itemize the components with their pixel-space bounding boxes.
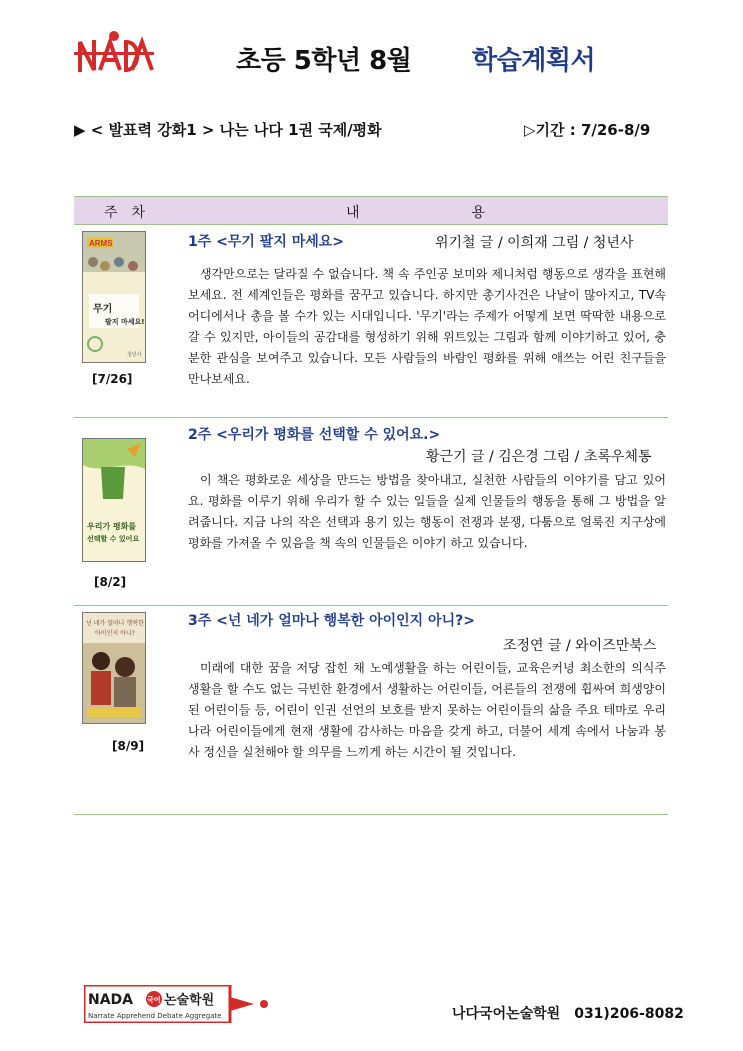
book-cover-2 [82,438,146,562]
svg-text:우리가 평화를: 우리가 평화를 [87,522,137,531]
table-row [74,418,668,604]
svg-text:선택할 수 있어요: 선택할 수 있어요 [87,535,140,543]
svg-text:아이인지 아니?: 아이인지 아니? [95,630,135,637]
book-title: 3주 <넌 네가 얼마나 행복한 아이인지 아니?> [188,613,475,629]
book-cover-1 [82,231,146,363]
footer-logo-tagline: Narrate Apprehend Debate Aggregate [88,1012,222,1020]
book-credit: 위기철 글 / 이희재 그림 / 청년사 [435,235,634,251]
week-date: [7/26] [92,372,133,386]
book-cover-art-1 [83,232,145,362]
book-description: 생각만으로는 달라질 수 없습니다. 책 속 주인공 보미와 제니처럼 행동으로 생각을 표현해 보세요. 전 세계인들은 평화를 꿈꾸고 있습니다. 하지만 총기사건은 나날이 많아지고, TV속 어디에서나 총을 볼 수가 있는 시대입니다. '무기'라는 주제가 어떻게 보면 딱딱한 내용으로 갈 수 있지만, 아이들의 공감대를 형성하기 위해 위트있는 그림과 함께 이야기하고 있어, 충분한 관심을 보여주고 있습니다. 모든 사람들의 바람인 평화를 위해 애쓰는 어린 친구들을 만나보세요. [188,267,666,386]
svg-text:팔지 마세요!: 팔지 마세요! [105,318,145,326]
svg-text:무기: 무기 [93,304,113,315]
table-row [74,225,668,417]
title-prefix: 초등 5학년 8월 [236,46,412,76]
academy-name: 나다국어논술학원 [452,1006,561,1022]
header-content: 내용 [346,205,598,221]
course-line: ▶ < 발표력 강화1 > 나는 나다 1권 국제/평화 [74,121,382,139]
book-title: 2주 <우리가 평화를 선택할 수 있어요.> [188,427,441,443]
header-week: 주차 [104,205,160,221]
table-header [74,197,668,225]
svg-text:넌 네가 얼마나 행복한: 넌 네가 얼마나 행복한 [86,620,144,627]
period-line: ▷기간 : 7/26-8/9 [524,121,651,139]
book-description: 이 책은 평화로운 세상을 만드는 방법을 찾아내고, 실천한 사람들의 이야기를 담고 있어요. 평화를 이루기 위해 우리가 할 수 있는 일들을 실제 인물들의 행동을 통해 그 방법을 알려줍니다. 지금 나의 작은 선택과 용기 있는 행동이 전쟁과 분쟁, 다툼으로 얼룩진 지구상에 평화를 가져올 수 있음을 책 속의 인물들은 이야기 하고 있습니다. [188,473,666,550]
nada-logo [74,30,154,80]
table-bottom-rule [74,814,668,815]
table-row [74,606,668,814]
book-credit: 조정연 글 / 와이즈만북스 [503,638,657,654]
svg-text:청년사: 청년사 [127,352,142,358]
footer-logo [84,985,270,1023]
book-cover-art-2 [83,439,145,561]
title-main: 학습계획서 [472,46,596,76]
footer-logo-badge: 국어 [147,996,161,1004]
footer-contact [452,1003,684,1023]
book-cover-3 [82,612,146,724]
footer-logo-name: 논술학원 [164,993,215,1008]
week-date: [8/2] [94,575,127,589]
phone-number: 031)206-8082 [574,1006,684,1022]
cover-1-top-text: ARMS [89,239,113,248]
book-title: 1주 <무기 팔지 마세요> [188,234,345,250]
book-cover-art-3 [83,613,145,723]
book-credit: 황근기 글 / 김은경 그림 / 초록우체통 [426,449,652,465]
book-description: 미래에 대한 꿈을 저당 잡힌 채 노예생활을 하는 어린이들, 교육은커녕 최소한의 의식주 생활을 할 수도 없는 극빈한 환경에서 생활하는 어린이들, 어른들의 전쟁에 휩싸여 희생양이 된 어린이들 등, 어린이 인권 선언의 보호를 받지 못하는 어린이들의 삶을 주요 테마로 우리나라 어린이들에게 현재 생활에 감사하는 마음을 갖게 하고, 더불어 세계 속에서 나눔과 봉사 정신을 실천해야 할 의무를 느끼게 하는 시간이 될 것입니다. [188,661,666,759]
footer-logo-nada: NADA [88,992,134,1008]
week-date: [8/9] [112,739,145,753]
